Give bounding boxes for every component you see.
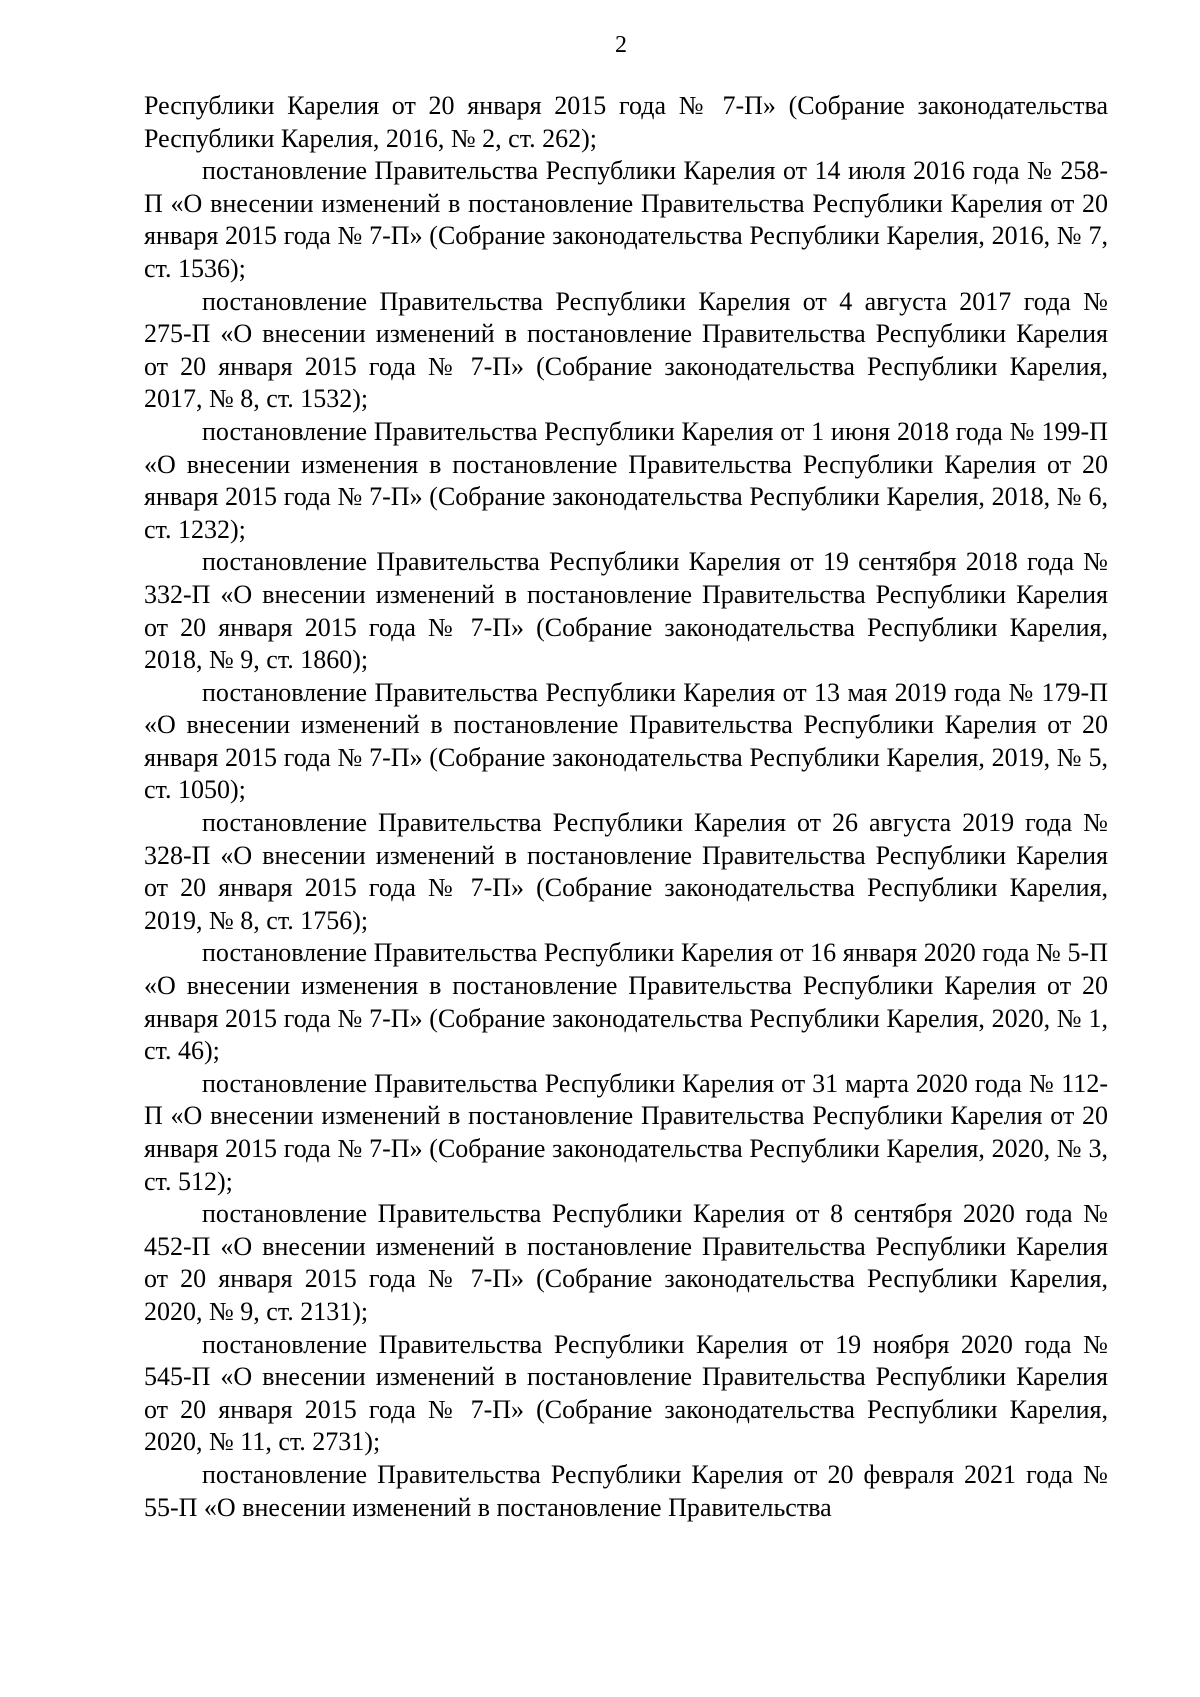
paragraph-resolution-2019-328: постановление Правительства Республики Карелия от 26 августа 2019 года № 328-П «О внесении изменений в постановление Правительства Республики Карелия от 20 января 2015 года № 7-П» (Собрание законодательства Республики Карелия, 2019, № 8, ст. 1756); [144, 808, 1108, 935]
paragraph-resolution-2020-5: постановление Правительства Республики Карелия от 16 января 2020 года № 5-П «О внесении изменения в постановление Правительства Республики Карелия от 20 января 2015 года № 7-П» (Собрание законодательства Республики Карелия, 2020, № 1, ст. 46); [144, 938, 1108, 1066]
paragraph-resolution-2016-258: постановление Правительства Республики Карелия от 14 июля 2016 года № 258-П «О внесении изменений в постановление Правительства Республики Карелия от 20 января 2015 года № 7-П» (Собрание законодательства Республики Карелия, 2016, № 7, ст. 1536); [144, 156, 1108, 283]
paragraph-resolution-2021-55: постановление Правительства Республики Карелия от 20 февраля 2021 года № 55-П «О внесении изменений в постановление Правительства [144, 1459, 1108, 1522]
paragraph-resolution-2018-199: постановление Правительства Республики Карелия от 1 июня 2018 года № 199-П «О внесении изменения в постановление Правительства Республики Карелия от 20 января 2015 года № 7-П» (Собрание законодательства Республики Карелия, 2018, № 6, ст. 1232); [144, 416, 1108, 544]
paragraph-resolution-2019-179: постановление Правительства Республики Карелия от 13 мая 2019 года № 179-П «О внесении изменений в постановление Правительства Республики Карелия от 20 января 2015 года № 7-П» (Собрание законодательства Республики Карелия, 2019, № 5, ст. 1050); [144, 677, 1108, 805]
document-body [144, 90, 1108, 1524]
paragraph-continuation: Республики Карелия от 20 января 2015 года № 7-П» (Собрание законодательства Республики Карелия, 2016, № 2, ст. 262); [144, 91, 1108, 153]
paragraph-resolution-2020-452: постановление Правительства Республики Карелия от 8 сентября 2020 года № 452-П «О внесении изменений в постановление Правительства Республики Карелия от 20 января 2015 года № 7-П» (Собрание законодательства Республики Карелия, 2020, № 9, ст. 2131); [144, 1199, 1108, 1326]
paragraph-resolution-2017-275: постановление Правительства Республики Карелия от 4 августа 2017 года № 275-П «О внесении изменений в постановление Правительства Республики Карелия от 20 января 2015 года № 7-П» (Собрание законодательства Республики Карелия, 2017, № 8, ст. 1532); [144, 286, 1108, 414]
paragraph-resolution-2018-332: постановление Правительства Республики Карелия от 19 сентября 2018 года № 332-П «О внесении изменений в постановление Правительства Республики Карелия от 20 января 2015 года № 7-П» (Собрание законодательства Республики Карелия, 2018, № 9, ст. 1860); [144, 547, 1108, 675]
paragraph-resolution-2020-545: постановление Правительства Республики Карелия от 19 ноября 2020 года № 545-П «О внесении изменений в постановление Правительства Республики Карелия от 20 января 2015 года № 7-П» (Собрание законодательства Республики Карелия, 2020, № 11, ст. 2731); [144, 1329, 1108, 1457]
page-number: 2 [615, 32, 627, 58]
paragraph-resolution-2020-112: постановление Правительства Республики Карелия от 31 марта 2020 года № 112-П «О внесении изменений в постановление Правительства Республики Карелия от 20 января 2015 года № 7-П» (Собрание законодательства Республики Карелия, 2020, № 3, ст. 512); [144, 1068, 1108, 1196]
